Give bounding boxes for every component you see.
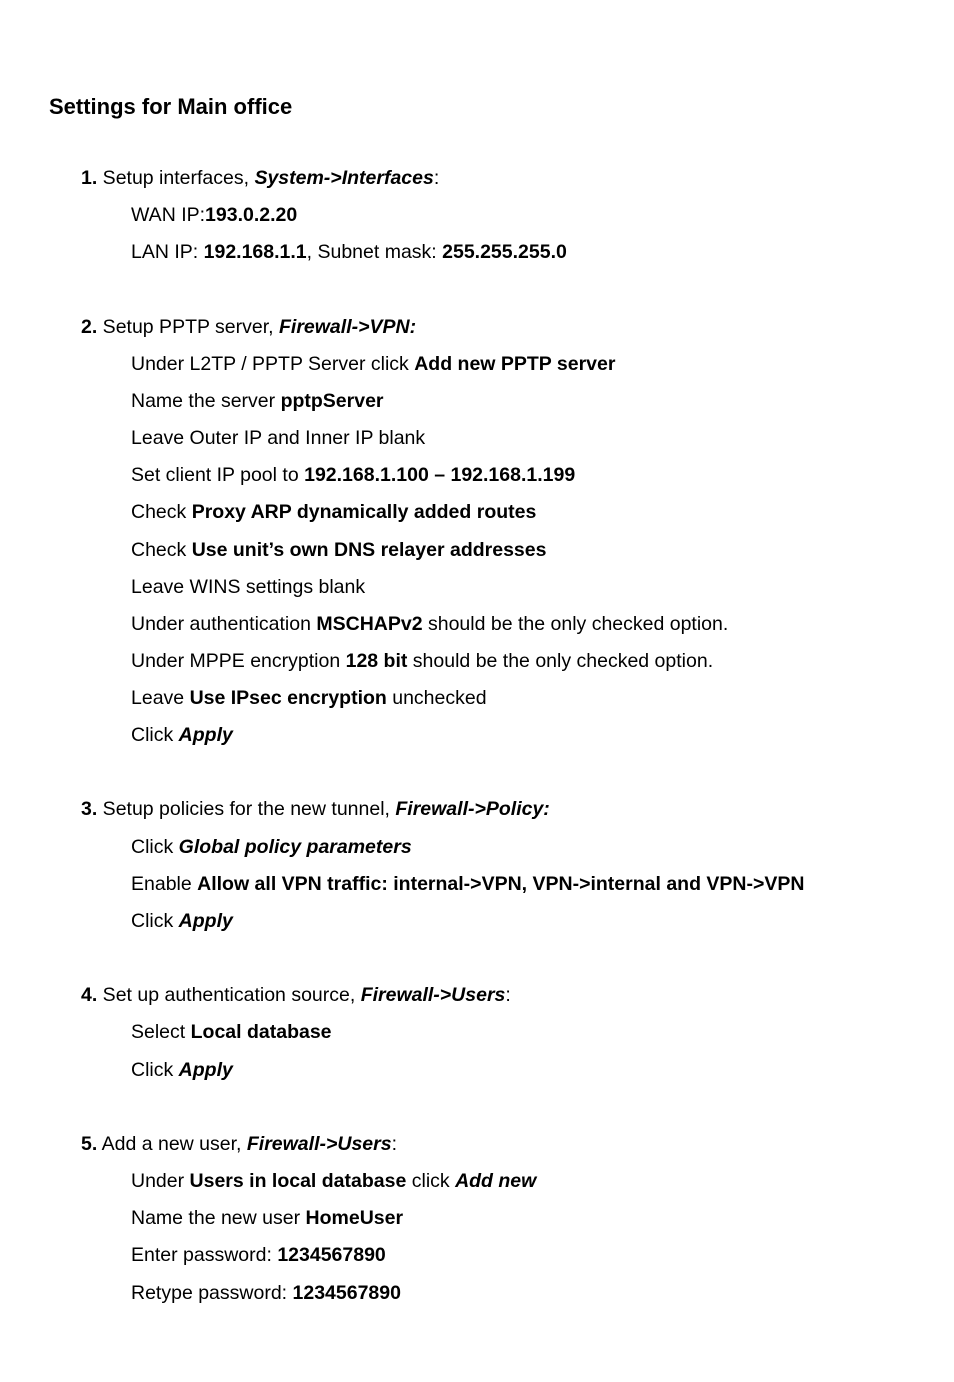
step-instruction: [131, 1206, 403, 1230]
text-run: Under authentication: [131, 613, 317, 635]
text-run: should be the only checked option.: [407, 650, 714, 672]
text-run: Firewall->Users: [246, 1133, 392, 1155]
text-run: 255.255.255.0: [442, 241, 567, 263]
text-run: System->Interfaces: [254, 167, 434, 189]
text-run: Add a new user,: [97, 1133, 247, 1155]
text-run: 128 bit: [345, 650, 408, 672]
text-run: Name the new user: [131, 1207, 306, 1229]
text-run: Setup PPTP server,: [97, 316, 279, 338]
text-run: WAN IP:: [131, 204, 206, 226]
step-instruction: [131, 1058, 233, 1082]
text-run: 192.168.1.100 – 192.168.1.199: [304, 464, 576, 486]
page-title: Settings for Main office: [49, 94, 293, 119]
text-run: Users in local database: [189, 1170, 407, 1192]
text-run: Click: [131, 910, 179, 932]
step-instruction: [131, 500, 536, 524]
step-instruction: [131, 1243, 386, 1267]
step-number: 4.: [81, 984, 98, 1006]
text-run: Under L2TP / PPTP Server click: [131, 353, 415, 375]
text-run: , Subnet mask:: [306, 241, 443, 263]
step-heading: [81, 983, 511, 1007]
step-heading: [81, 797, 550, 821]
step-instruction: [131, 835, 412, 859]
step-instruction: [131, 723, 233, 747]
step-instruction: [131, 463, 575, 487]
text-run: Proxy ARP dynamically added routes: [191, 501, 537, 523]
text-run: :: [391, 1133, 397, 1155]
step-number: 5.: [81, 1133, 98, 1155]
step-number: 1.: [81, 167, 98, 189]
text-run: Add new: [455, 1170, 537, 1192]
text-run: 192.168.1.1: [203, 241, 307, 263]
text-run: LAN IP:: [131, 241, 204, 263]
text-run: Leave: [131, 687, 190, 709]
text-run: Check: [131, 539, 192, 561]
text-run: Click: [131, 1059, 179, 1081]
text-run: 1234567890: [292, 1282, 401, 1304]
step-instruction: [131, 649, 713, 673]
text-run: Retype password:: [131, 1282, 293, 1304]
step-instruction: [131, 575, 365, 599]
step-instruction: [131, 538, 546, 562]
text-run: Add new PPTP server: [414, 353, 616, 375]
text-run: Select: [131, 1021, 191, 1043]
step-number: 3.: [81, 798, 98, 820]
step-instruction: [131, 612, 728, 636]
text-run: MSCHAPv2: [316, 613, 423, 635]
text-run: Set up authentication source,: [97, 984, 361, 1006]
text-run: Local database: [190, 1021, 332, 1043]
text-run: Click: [131, 836, 179, 858]
text-run: Firewall->VPN:: [279, 316, 417, 338]
step-instruction: [131, 872, 804, 896]
text-run: Enter password:: [131, 1244, 278, 1266]
text-run: unchecked: [386, 687, 487, 709]
step-instruction: [131, 426, 425, 450]
step-instruction: [131, 203, 297, 227]
step-instruction: [131, 352, 615, 376]
text-run: Enable: [131, 873, 198, 895]
text-run: Leave Outer IP and Inner IP blank: [131, 427, 426, 449]
text-run: Global policy parameters: [178, 836, 412, 858]
text-run: Leave WINS settings blank: [131, 576, 366, 598]
text-run: :: [433, 167, 440, 189]
text-run: pptpServer: [280, 390, 384, 412]
text-run: Set client IP pool to: [131, 464, 305, 486]
text-run: HomeUser: [305, 1207, 404, 1229]
step-heading: [81, 1132, 397, 1156]
text-run: Setup policies for the new tunnel,: [97, 798, 396, 820]
text-run: Check: [131, 501, 192, 523]
text-run: click: [406, 1170, 456, 1192]
text-run: Name the server: [131, 390, 281, 412]
step-instruction: [131, 1020, 332, 1044]
step-heading: [81, 166, 439, 190]
step-instruction: [131, 1281, 401, 1305]
text-run: Firewall->Policy:: [395, 798, 550, 820]
text-run: Click: [131, 724, 179, 746]
text-run: Use IPsec encryption: [189, 687, 387, 709]
text-run: Apply: [178, 910, 233, 932]
text-run: 193.0.2.20: [205, 204, 298, 226]
text-run: Firewall->Users: [360, 984, 506, 1006]
text-run: should be the only checked option.: [422, 613, 729, 635]
text-run: Setup interfaces,: [97, 167, 255, 189]
step-instruction: [131, 686, 487, 710]
text-run: Use unit’s own DNS relayer addresses: [191, 539, 547, 561]
step-heading: [81, 315, 416, 339]
text-run: Apply: [178, 724, 233, 746]
text-run: Apply: [178, 1059, 233, 1081]
step-instruction: [131, 240, 567, 264]
text-run: 1234567890: [277, 1244, 386, 1266]
step-instruction: [131, 389, 384, 413]
step-instruction: [131, 909, 233, 933]
text-run: Under: [131, 1170, 190, 1192]
text-run: :: [505, 984, 511, 1006]
text-run: Allow all VPN traffic: internal->VPN, VPN->internal and VPN->VPN: [197, 873, 805, 895]
step-instruction: [131, 1169, 536, 1193]
text-run: Under MPPE encryption: [131, 650, 346, 672]
step-number: 2.: [81, 316, 98, 338]
